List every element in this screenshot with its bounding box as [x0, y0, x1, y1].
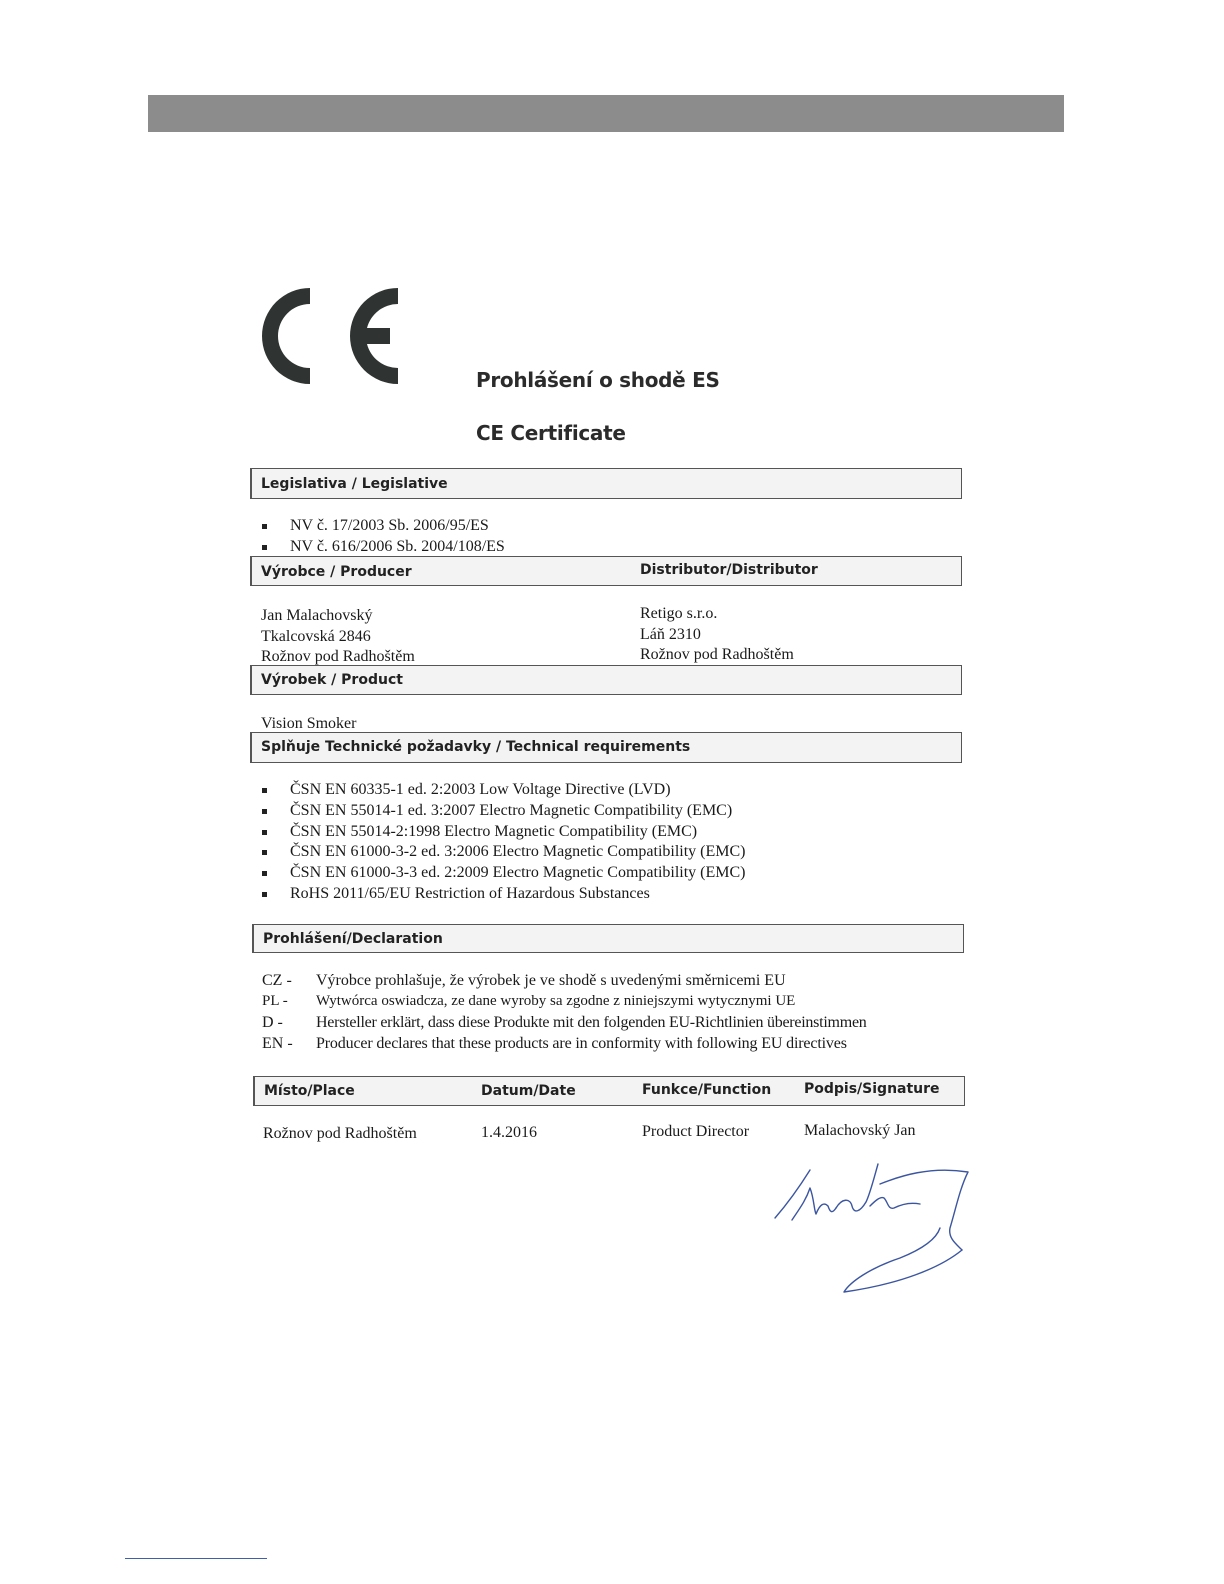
requirement-item: ČSN EN 60335-1 ed. 2:2003 Low Voltage Directive (LVD) — [260, 780, 746, 801]
signoff-header — [253, 1076, 965, 1106]
declaration-text: Výrobce prohlašuje, že výrobek je ve shodě s uvedenými směrnicemi EU — [316, 972, 786, 989]
declaration-header — [252, 924, 964, 953]
signoff-place: Rožnov pod Radhoštěm — [263, 1125, 417, 1142]
header-bar — [148, 95, 1064, 132]
function-label: Funkce/Function — [642, 1082, 772, 1098]
legislation-label: Legislativa / Legislative — [261, 476, 448, 492]
document-title-en: CE Certificate — [476, 421, 626, 445]
signoff-name: Malachovský Jan — [804, 1122, 916, 1139]
signoff-function: Product Director — [642, 1123, 750, 1140]
distributor-label: Distributor/Distributor — [640, 562, 818, 578]
requirement-item: ČSN EN 55014-1 ed. 3:2007 Electro Magnetic Compatibility (EMC) — [260, 801, 746, 822]
place-label: Místo/Place — [264, 1083, 355, 1099]
date-label: Datum/Date — [481, 1083, 576, 1099]
producer-distributor-header — [250, 556, 962, 586]
requirement-item: RoHS 2011/65/EU Restriction of Hazardous Substances — [260, 884, 746, 905]
declaration-text: Hersteller erklärt, dass diese Produkte mit den folgenden EU-Richtlinien übereinstimmen — [316, 1014, 867, 1031]
requirement-item: ČSN EN 61000-3-3 ed. 2:2009 Electro Magnetic Compatibility (EMC) — [260, 863, 746, 884]
producer-street: Tkalcovská 2846 — [261, 627, 371, 645]
declaration-code: CZ - — [262, 972, 292, 989]
declaration-text: Producer declares that these products are in conformity with following EU directives — [316, 1035, 847, 1052]
declaration-code: D - — [262, 1014, 283, 1031]
legislation-header — [250, 468, 962, 499]
legislation-item: NV č. 17/2003 Sb. 2006/95/ES — [260, 516, 505, 537]
distributor-street: Láň 2310 — [640, 625, 701, 643]
distributor-city: Rožnov pod Radhoštěm — [640, 646, 794, 663]
footer-rule — [125, 1558, 267, 1559]
requirements-list — [260, 780, 746, 905]
producer-city: Rožnov pod Radhoštěm — [261, 648, 415, 665]
product-label: Výrobek / Product — [261, 672, 403, 688]
requirement-item: ČSN EN 55014-2:1998 Electro Magnetic Compatibility (EMC) — [260, 822, 746, 843]
requirements-header — [250, 732, 962, 763]
declaration-text: Wytwórca oswiadcza, ze dane wyroby sa zgodne z niniejszymi wytycznymi UE — [316, 993, 796, 1009]
product-name: Vision Smoker — [261, 715, 357, 732]
requirements-label: Splňuje Technické požadavky / Technical requirements — [261, 739, 691, 755]
declaration-code: PL - — [262, 993, 288, 1009]
declaration-code: EN - — [262, 1035, 293, 1052]
declaration-label: Prohlášení/Declaration — [263, 931, 443, 947]
ce-mark-logo — [256, 282, 402, 390]
producer-address — [261, 606, 415, 668]
signature-label: Podpis/Signature — [804, 1081, 940, 1097]
producer-label: Výrobce / Producer — [261, 564, 412, 580]
distributor-name: Retigo s.r.o. — [640, 605, 718, 622]
producer-name: Jan Malachovský — [261, 607, 373, 624]
product-header — [250, 665, 962, 695]
requirement-item: ČSN EN 61000-3-2 ed. 3:2006 Electro Magnetic Compatibility (EMC) — [260, 842, 746, 863]
legislation-item: NV č. 616/2006 Sb. 2004/108/ES — [260, 537, 505, 558]
document-title-cs: Prohlášení o shodě ES — [476, 368, 720, 392]
signoff-date: 1.4.2016 — [481, 1124, 537, 1141]
handwritten-signature — [770, 1158, 980, 1298]
legislation-list — [260, 516, 505, 558]
distributor-address — [640, 604, 794, 666]
